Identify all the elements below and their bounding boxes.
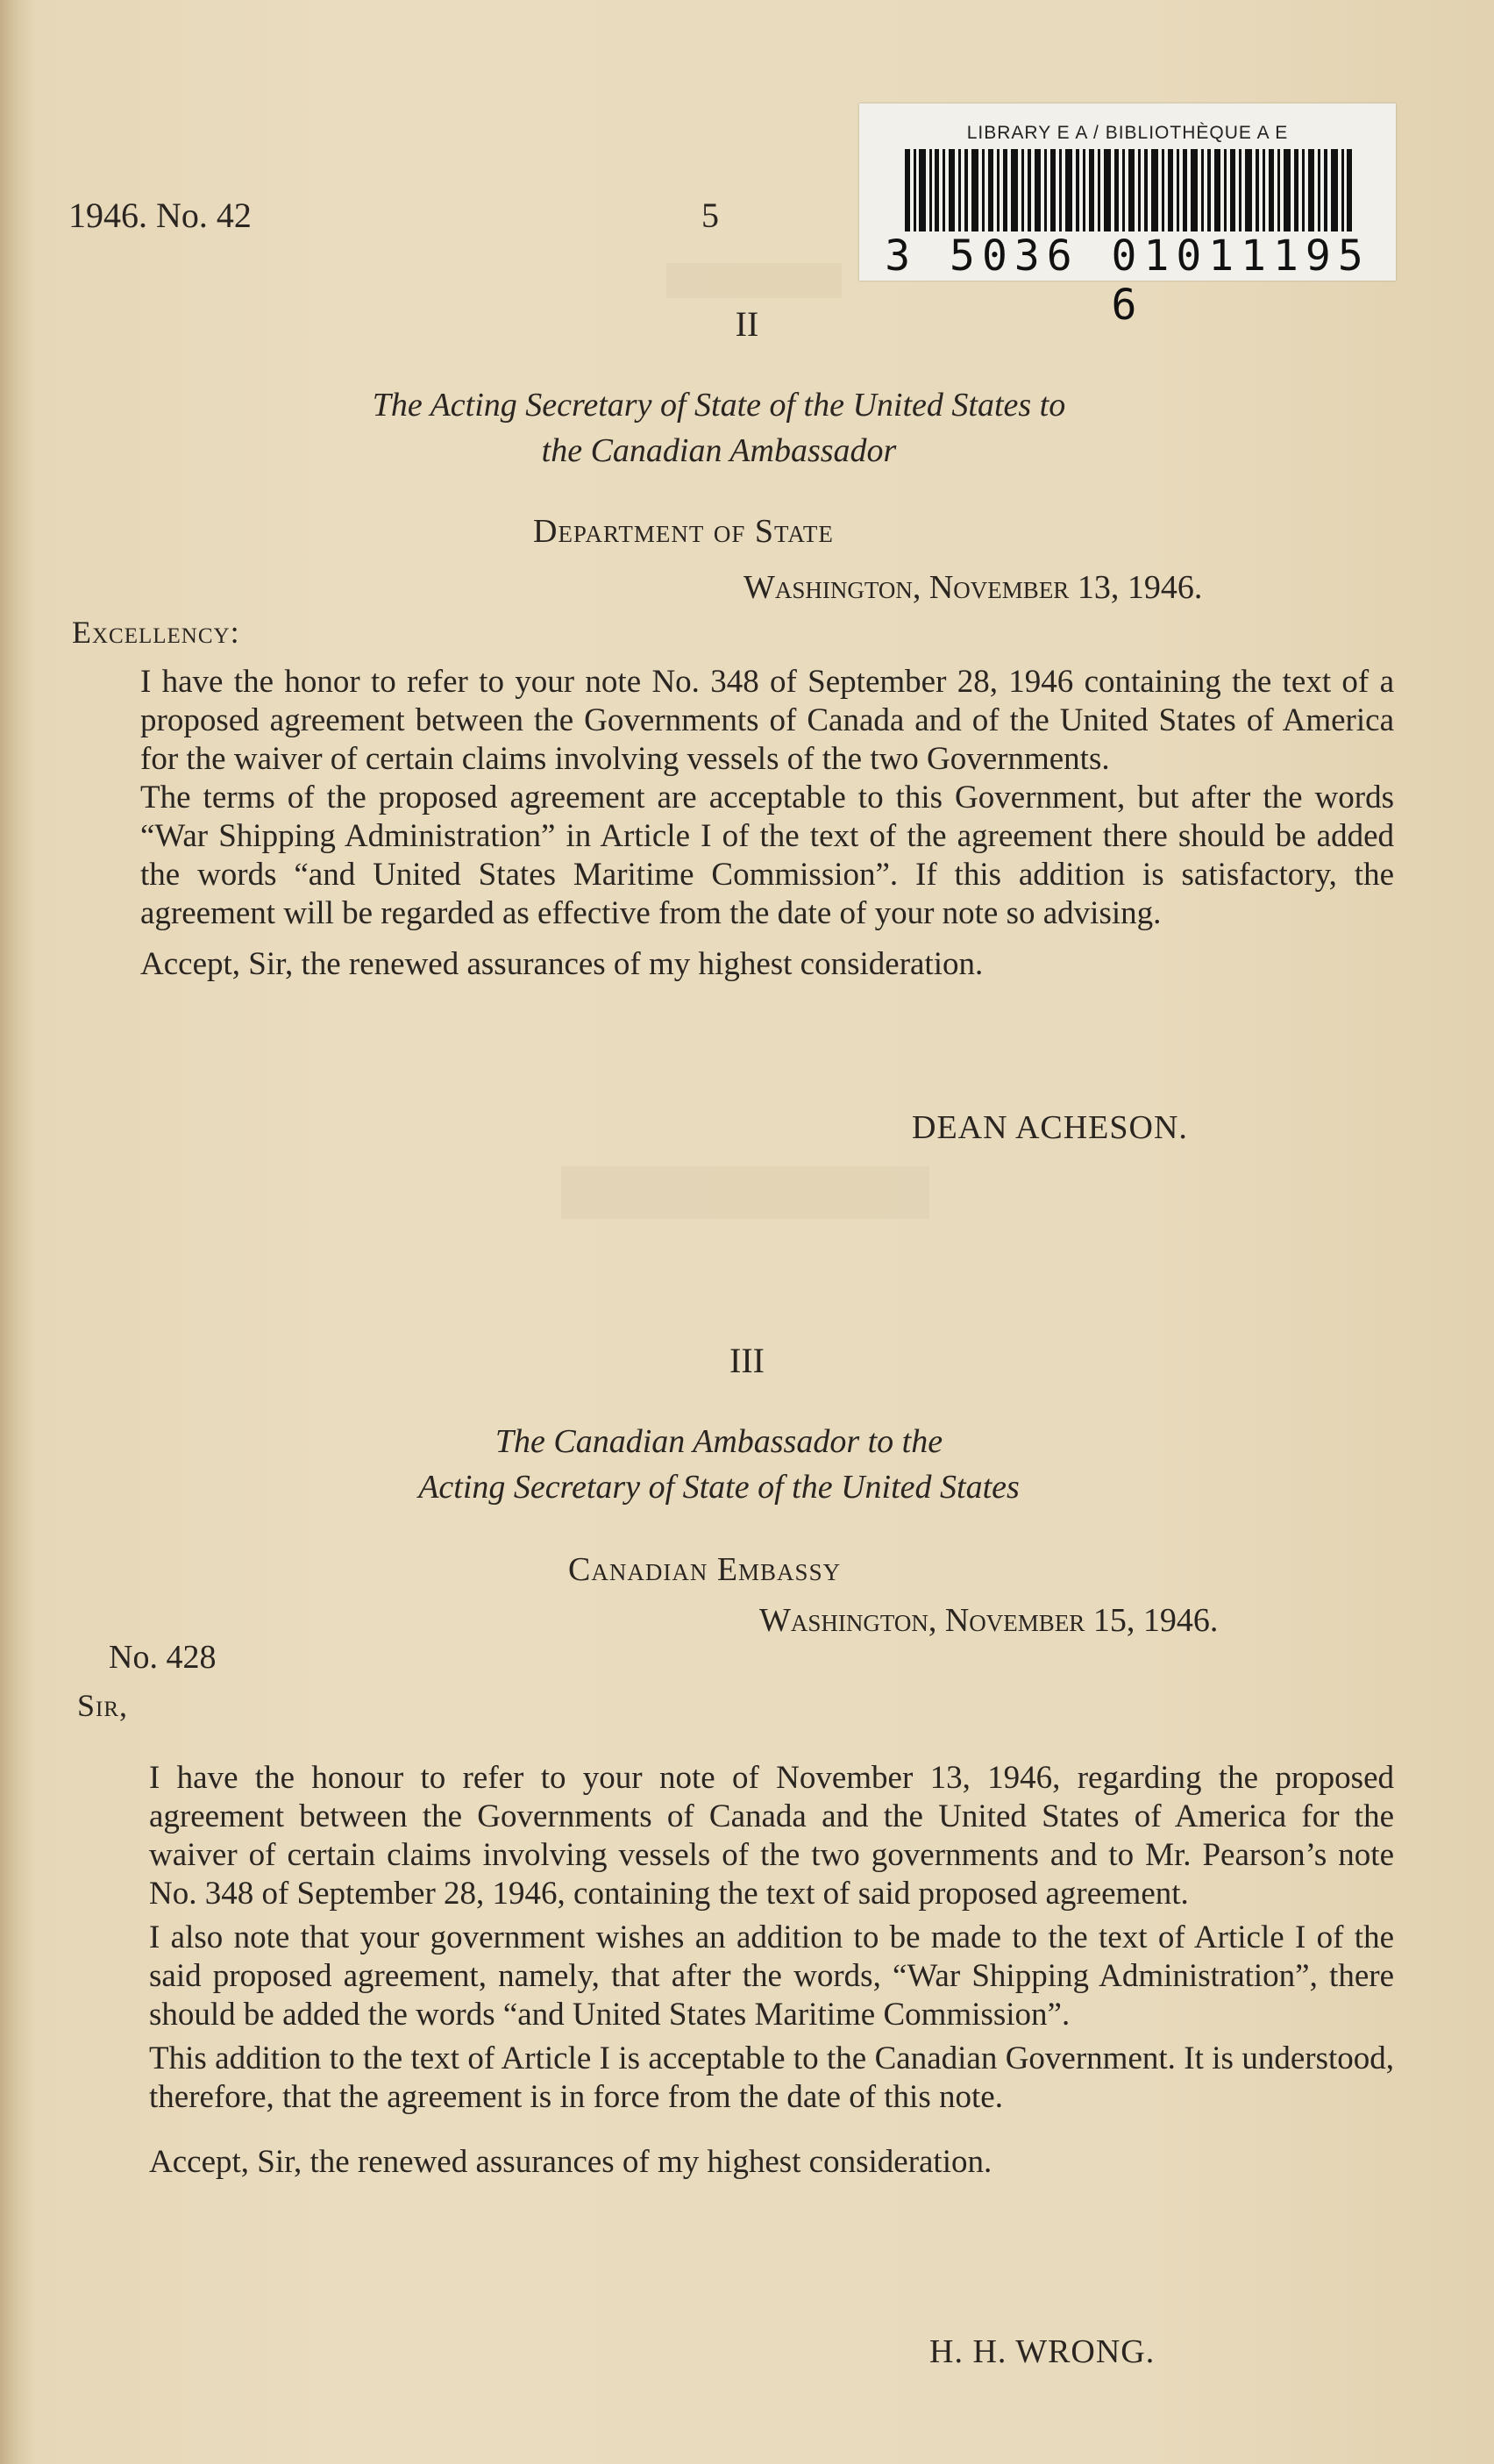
section-ii-paragraph: Accept, Sir, the renewed assurances of my highest consideration.: [140, 946, 984, 982]
section-ii-paragraph: I have the honor to refer to your note No. 348 of September 28, 1946 containing the text of a proposed agreement between the Governments of Canada and of the United States of America for the waiver of certain claims involving vessels of the two Governments.: [140, 664, 1394, 777]
barcode-icon: [905, 149, 1352, 231]
barcode-number: 3 5036 01011195 6: [885, 231, 1370, 330]
section-iii-paragraph: I also note that your government wishes an addition to be made to the text of Article I of the said proposed agreement, namely, that after the words, “War Shipping Administration”, there should be added the words “and United States Maritime Commission”.: [149, 1919, 1394, 2033]
section-numeral-iii: III: [729, 1341, 765, 1380]
barcode-label: LIBRARY E A / BIBLIOTHÈQUE A E: [966, 123, 1289, 143]
section-iii-title-line1: The Canadian Ambassador to the: [494, 1423, 943, 1460]
section-iii-embassy: Canadian Embassy: [568, 1551, 842, 1588]
page-number: 5: [701, 196, 719, 235]
section-ii-body: [70, 663, 1394, 984]
show-through-ghost: [561, 1166, 929, 1219]
section-iii-title-line2: Acting Secretary of State of the United States: [418, 1469, 1020, 1506]
section-ii-paragraph: The terms of the proposed agreement are acceptable to this Government, but after the words “War Shipping Administration” in Article I of the text of the agreement there should be added the words “and United States Maritime Commission”. If this addition is satisfactory, the agreement will be regarded as effective from the date of your note so advising.: [140, 780, 1394, 931]
section-iii-paragraph: Accept, Sir, the renewed assurances of my highest consideration.: [149, 2144, 992, 2180]
section-iii-salutation: Sir,: [77, 1688, 129, 1723]
section-iii-title: [175, 1419, 1263, 1510]
section-ii-signature: DEAN ACHESON.: [912, 1109, 1188, 1146]
section-ii-title: [175, 382, 1263, 474]
header-left: 1946. No. 42: [68, 196, 252, 235]
library-barcode-sticker: [859, 103, 1396, 330]
section-ii-department: Department of State: [533, 513, 834, 550]
section-iii-paragraph: I have the honour to refer to your note of November 13, 1946, regarding the proposed agreement between the Governments of Canada and the United States of America for the waiver of certain claims involving vessels of the two governments and to Mr. Pearson’s note No. 348 of September 28, 1946, containing the text of said proposed agreement.: [149, 1760, 1394, 1912]
section-ii-place-date: Washington, November 13, 1946.: [743, 569, 1203, 606]
section-iii-body: [79, 1759, 1394, 2182]
section-iii-signature: H. H. WRONG.: [929, 2333, 1156, 2370]
show-through-ghost: [666, 263, 842, 298]
section-iii-place-date: Washington, November 15, 1946.: [759, 1602, 1219, 1639]
section-ii-title-line2: the Canadian Ambassador: [541, 432, 897, 469]
section-iii-note-number: No. 428: [109, 1639, 217, 1676]
section-numeral-ii: II: [735, 304, 759, 344]
section-ii-salutation: Excellency:: [72, 615, 240, 650]
section-ii-title-line1: The Acting Secretary of State of the United States to: [372, 387, 1066, 424]
section-iii-paragraph: This addition to the text of Article I is acceptable to the Canadian Government. It is understood, therefore, that the agreement is in force from the date of this note.: [149, 2040, 1394, 2115]
